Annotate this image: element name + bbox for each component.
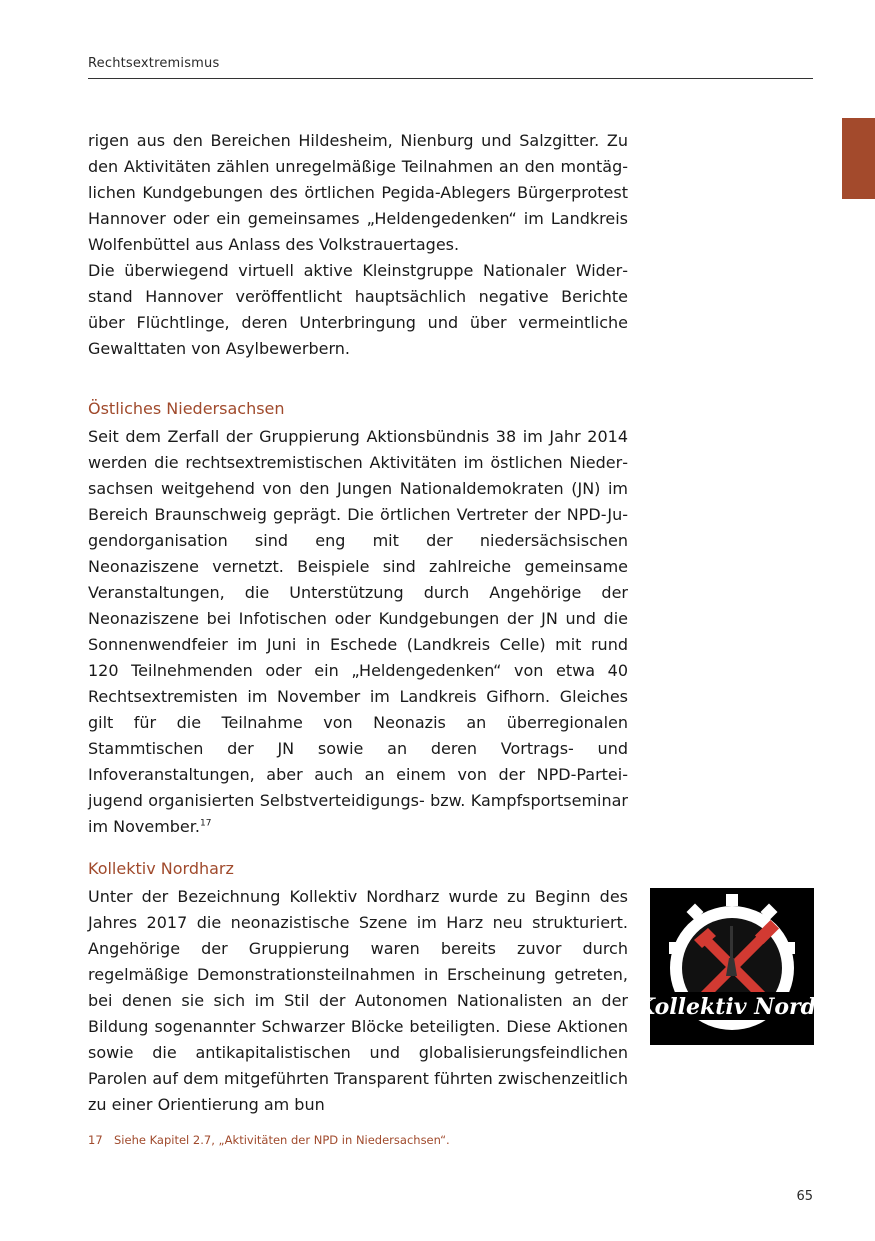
paragraph-kollektiv-nordharz bbox=[88, 884, 628, 1118]
footnote-number: 17 bbox=[88, 1133, 103, 1147]
paragraph-text: rigen aus den Bereichen Hildesheim, Nienburg und Salzgitter. Zu den Aktivitäten zählen unregelmäßige Teilnahmen an den montäglichen Kundgebungen des örtlichen Pegida-Ablegers Bürgerprotest Hannover oder ein gemeinsames „Heldengedenken“ im Landkreis Wolfenbüttel aus Anlass des Volkstrauertages. bbox=[88, 131, 628, 254]
chapter-tab bbox=[842, 118, 875, 199]
paragraph-text: Unter der Bezeichnung Kollektiv Nordharz wurde zu Beginn des Jahres 2017 die neonazistische Szene im Harz neu strukturiert. Angehörige der Gruppierung waren bereits zuvor durch regelmäßige Demonstrationsteilnahmen in Erscheinung getreten, bei denen sie sich im Stil der Autonomen Nationalisten an der Bildung sogenannter Schwarzer Blöcke beteiligten. Diese Aktionen sowie die antikapitalistischen und globalisierungsfeindlichen Parolen auf dem mitgeführten Transparent führten zwischenzeitlich zu einer Orientierung am bun bbox=[88, 887, 628, 1114]
running-header: Rechtsextremismus bbox=[88, 56, 220, 71]
header-rule bbox=[88, 78, 813, 79]
paragraph-oestliches-niedersachsen bbox=[88, 424, 628, 840]
footnote bbox=[88, 1133, 450, 1147]
kollektiv-nordharz-logo bbox=[636, 888, 871, 1045]
logo-text: Kollektiv Nordharz bbox=[636, 994, 871, 1020]
section-heading-oestliches-niedersachsen: Östliches Niedersachsen bbox=[88, 399, 285, 418]
paragraph-block-intro bbox=[88, 128, 628, 362]
footnote-text: Siehe Kapitel 2.7, „Aktivitäten der NPD in Niedersachsen“. bbox=[114, 1133, 450, 1147]
page-number: 65 bbox=[796, 1189, 813, 1204]
section-heading-kollektiv-nordharz: Kollektiv Nordharz bbox=[88, 859, 234, 878]
footnote-reference[interactable]: 17 bbox=[199, 818, 212, 829]
paragraph-text: Seit dem Zerfall der Gruppierung Aktionsbündnis 38 im Jahr 2014 werden die rechtsextremistischen Aktivitäten im östlichen Niedersachsen weitgehend von den Jungen Nationaldemokraten (JN) im Bereich Braunschweig geprägt. Die örtlichen Vertreter der NPD-Jugendorganisation sind eng mit der niedersächsischen Neonaziszene vernetzt. Beispiele sind zahlreiche gemeinsame Veranstaltungen, die Unterstützung durch Angehörige der Neonaziszene bei Infotischen oder Kundgebungen der JN und die Sonnenwendfeier im Juni in Eschede (Landkreis Celle) mit rund 120 Teilnehmenden oder ein „Heldengedenken“ von etwa 40 Rechtsextremisten im November im Landkreis Gifhorn. Gleiches gilt für die Teilnahme von Neonazis an überregionalen Stammtischen der JN sowie an deren Vortrags- und Infoveranstaltungen, aber auch an einem von der NPD-Parteijugend organisierten Selbstverteidigungs- bzw. Kampfsportseminar im November. bbox=[88, 427, 628, 836]
paragraph-text: Die überwiegend virtuell aktive Kleinstgruppe Nationaler Widerstand Hannover veröffentlicht hauptsächlich negative Berichte über Flüchtlinge, deren Unterbringung und über vermeintliche Gewalttaten von Asylbewerbern. bbox=[88, 261, 628, 358]
